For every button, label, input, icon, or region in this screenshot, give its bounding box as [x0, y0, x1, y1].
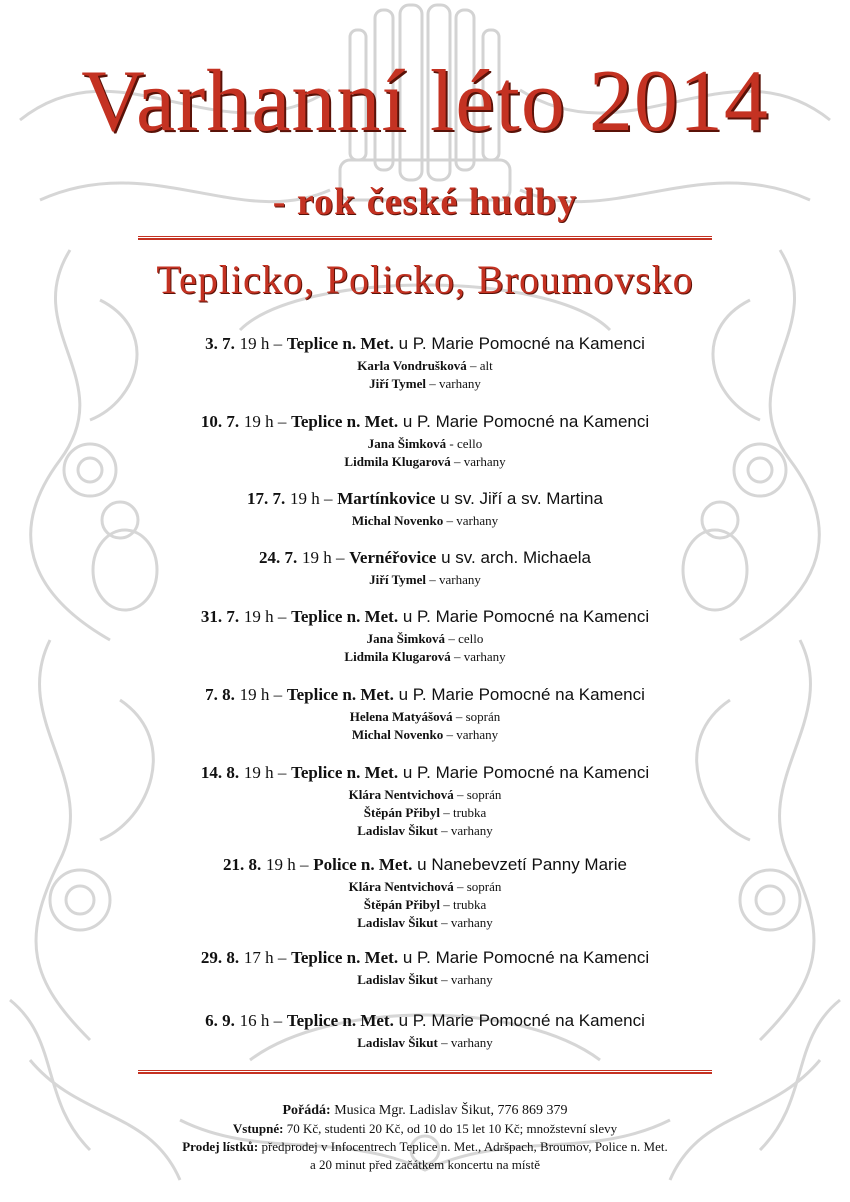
concert-item — [0, 947, 850, 989]
organizer-value: Musica Mgr. Ladislav Šikut, 776 869 379 — [334, 1103, 568, 1118]
region-heading: Teplicko, Policko, Broumovsko — [156, 257, 694, 302]
performer-name: Ladislav Šikut — [357, 915, 438, 930]
concert-date: 21. 8. — [223, 855, 262, 874]
performer-name: Klára Nentvichová — [348, 787, 454, 802]
concert-place: Teplice n. Met. — [291, 412, 399, 431]
concert-place: Teplice n. Met. — [291, 948, 399, 967]
concert-date: 29. 8. — [200, 948, 240, 967]
performer-line — [0, 648, 850, 666]
concert-date: 6. 9. — [205, 1011, 235, 1030]
performer-role: – varhany — [453, 454, 506, 469]
admission-value: 70 Kč, studenti 20 Kč, od 10 do 15 let 10 Kč; množstevní slevy — [286, 1121, 618, 1136]
concert-venue: u P. Marie Pomocné na Kamenci — [402, 412, 650, 431]
performer-name: Lidmila Klugarová — [344, 454, 451, 469]
tickets-line-2 — [0, 1156, 850, 1174]
concert-heading — [0, 854, 850, 876]
performer-role: – trubka — [443, 805, 487, 820]
concert-date: 14. 8. — [200, 763, 240, 782]
performer-name: Karla Vondrušková — [357, 358, 467, 373]
performer-line — [0, 786, 850, 804]
performer-name: Jana Šimková — [366, 631, 446, 646]
performer-line — [0, 726, 850, 744]
footer — [0, 1102, 850, 1174]
performer-role: – varhany — [441, 972, 493, 987]
performer-name: Lidmila Klugarová — [344, 649, 451, 664]
performer-name: Štěpán Přibyl — [363, 897, 440, 912]
performer-name: Ladislav Šikut — [357, 972, 438, 987]
performer-name: Ladislav Šikut — [357, 1035, 438, 1050]
concert-time: 17 h – — [243, 948, 287, 967]
performer-line — [0, 878, 850, 896]
concert-date: 17. 7. — [247, 489, 286, 508]
performer-name: Michal Novenko — [351, 727, 444, 742]
concert-heading — [0, 606, 850, 628]
concert-item — [0, 762, 850, 840]
performer-role: – varhany — [441, 915, 493, 930]
performer-line — [0, 512, 850, 530]
concert-heading — [0, 411, 850, 433]
performer-line — [0, 1034, 850, 1052]
tickets-line — [0, 1138, 850, 1156]
concert-time: 19 h – — [243, 412, 287, 431]
performer-name: Štěpán Přibyl — [363, 805, 440, 820]
concert-heading — [0, 762, 850, 784]
concert-venue: u Nanebevzetí Panny Marie — [417, 855, 627, 874]
performer-line — [0, 375, 850, 393]
concert-place: Teplice n. Met. — [286, 1011, 394, 1030]
concert-date: 24. 7. — [258, 548, 298, 567]
performer-role: – varhany — [441, 1035, 493, 1050]
performer-line — [0, 804, 850, 822]
concert-place: Teplice n. Met. — [286, 685, 394, 704]
concert-date: 7. 8. — [205, 685, 235, 704]
performer-role: – soprán — [456, 787, 502, 802]
performer-line — [0, 914, 850, 932]
concert-venue: u sv. arch. Michaela — [441, 548, 592, 567]
concert-place: Teplice n. Met. — [291, 607, 399, 626]
concert-place: Teplice n. Met. — [291, 763, 399, 782]
performer-line — [0, 971, 850, 989]
performer-role: – varhany — [446, 727, 499, 742]
concert-date: 3. 7. — [205, 334, 235, 353]
concert-heading — [0, 547, 850, 569]
concert-item — [0, 547, 850, 589]
concert-place: Martínkovice — [337, 489, 436, 508]
concert-item — [0, 606, 850, 666]
concert-time: 19 h – — [239, 334, 283, 353]
concert-heading — [0, 1010, 850, 1032]
performer-role: – soprán — [456, 879, 502, 894]
concert-time: 19 h – — [239, 685, 283, 704]
concert-time: 19 h – — [301, 548, 345, 567]
performer-role: – varhany — [429, 572, 481, 587]
concert-item — [0, 411, 850, 471]
performer-line — [0, 571, 850, 589]
performer-role: – trubka — [443, 897, 487, 912]
concert-heading — [0, 684, 850, 706]
performer-role: – varhany — [429, 376, 481, 391]
concert-venue: u P. Marie Pomocné na Kamenci — [402, 763, 650, 782]
organizer-label: Pořádá: — [282, 1103, 331, 1118]
performer-name: Michal Novenko — [351, 513, 444, 528]
performer-line — [0, 630, 850, 648]
tickets-value: předprodej v Infocentrech Teplice n. Met., Adršpach, Broumov, Police n. Met. — [261, 1139, 668, 1154]
performer-line — [0, 896, 850, 914]
performer-role: – alt — [469, 358, 493, 373]
concert-time: 19 h – — [243, 763, 287, 782]
performer-name: Jana Šimková — [367, 436, 447, 451]
performer-role: – cello — [448, 631, 484, 646]
concert-heading — [0, 488, 850, 510]
admission-label: Vstupné: — [232, 1121, 284, 1136]
concert-item — [0, 854, 850, 932]
performer-line — [0, 708, 850, 726]
concert-item — [0, 1010, 850, 1052]
tickets-label: Prodej lístků: — [182, 1139, 259, 1154]
concert-time: 19 h – — [290, 489, 333, 508]
concert-venue: u P. Marie Pomocné na Kamenci — [398, 685, 645, 704]
concert-venue: u P. Marie Pomocné na Kamenci — [398, 1011, 645, 1030]
concert-time: 16 h – — [239, 1011, 283, 1030]
performer-line — [0, 822, 850, 840]
performer-name: Jiří Tymel — [369, 376, 427, 391]
concert-place: Teplice n. Met. — [286, 334, 394, 353]
performer-role: – soprán — [455, 709, 501, 724]
concert-venue: u sv. Jiří a sv. Martina — [440, 489, 603, 508]
divider-top — [138, 236, 712, 240]
concert-item — [0, 333, 850, 393]
performer-line — [0, 357, 850, 375]
tickets-value-2: a 20 minut před začátkem koncertu na místě — [310, 1157, 540, 1172]
performer-role: - cello — [449, 436, 483, 451]
poster-title: Varhanní léto 2014 — [81, 53, 769, 150]
organizer-line — [0, 1102, 850, 1120]
concert-heading — [0, 947, 850, 969]
performer-name: Ladislav Šikut — [357, 823, 438, 838]
admission-line — [0, 1120, 850, 1138]
performer-line — [0, 453, 850, 471]
performer-name: Klára Nentvichová — [348, 879, 454, 894]
concert-item — [0, 488, 850, 530]
performer-role: – varhany — [441, 823, 493, 838]
performer-role: – varhany — [446, 513, 499, 528]
poster-subtitle: - rok české hudby — [272, 181, 578, 223]
performer-role: – varhany — [453, 649, 506, 664]
concert-place: Police n. Met. — [313, 855, 413, 874]
divider-bottom — [138, 1070, 712, 1074]
performer-name: Helena Matyášová — [349, 709, 453, 724]
concert-heading — [0, 333, 850, 355]
concert-venue: u P. Marie Pomocné na Kamenci — [398, 334, 645, 353]
concert-time: 19 h – — [266, 855, 309, 874]
concert-venue: u P. Marie Pomocné na Kamenci — [402, 948, 650, 967]
performer-name: Jiří Tymel — [369, 572, 427, 587]
concert-date: 10. 7. — [200, 412, 240, 431]
performer-line — [0, 435, 850, 453]
concert-date: 31. 7. — [200, 607, 240, 626]
concert-time: 19 h – — [243, 607, 287, 626]
concert-item — [0, 684, 850, 744]
concert-venue: u P. Marie Pomocné na Kamenci — [402, 607, 650, 626]
concert-place: Vernéřovice — [349, 548, 437, 567]
